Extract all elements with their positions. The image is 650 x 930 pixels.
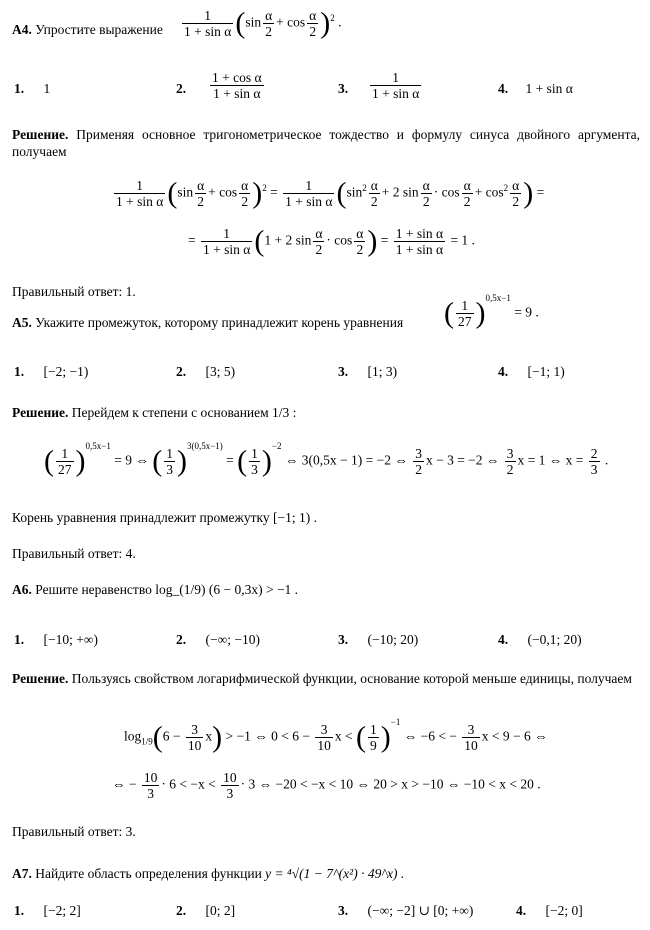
task-a7-expression: y = ⁴√(1 − 7^(x²) · 49^x) . xyxy=(265,866,405,881)
a5-option-4 xyxy=(498,364,565,380)
option-number: 3. xyxy=(338,364,349,379)
task-a5-label: А5. xyxy=(12,315,32,330)
option-number: 4. xyxy=(498,632,509,647)
a5-calc-line-1: ( $\frac{1}{27}$ )$^{0,5x-1}$ = 9 ⇔ ( $\frac{1}{3}$ )$^{3(0,5x-1)}$ = ( $\frac{1}{3}$ )$^{-2}$ ⇔ 3(0,5x − 1) = −2 ⇔ $\frac{3}{2}$ x − 3 = −2 ⇔ $\frac{3}{2}$ x = 1 ⇔ x = $\frac{2}{3}$ . xyxy=(44,441,609,478)
a6-option-1 xyxy=(14,632,98,648)
a7-option-4 xyxy=(516,903,583,919)
option-value: [−2; 0] xyxy=(545,903,583,918)
solution-text: Применяя основное тригонометрическое тождество и формулу синуса двойного аргумента, получаем xyxy=(12,127,641,159)
task-a6-heading xyxy=(12,582,298,598)
option-number: 4. xyxy=(498,364,509,379)
option-number: 1. xyxy=(14,903,25,918)
a6-calc-line-1: $\log_{1/9}(6$ − $\frac{3}{10}$ x) > −1 ⇔ 0 < 6 − $\frac{3}{10}$ x < ( $\frac{1}{9}$ )$^{-1}$ ⇔ −6 < − $\frac{3}{10}$ x < 9 − 6 ⇔ xyxy=(124,717,548,754)
a5-root-text: Корень уравнения принадлежит промежутку [−1; 1) . xyxy=(12,510,317,525)
option-number: 4. xyxy=(516,903,527,918)
option-number: 3. xyxy=(338,81,349,96)
option-value: 1 xyxy=(43,81,51,96)
a7-option-1 xyxy=(14,903,81,919)
option-value: (−10; 20) xyxy=(367,632,419,647)
option-value: (−∞; −2] ∪ [0; +∞) xyxy=(367,903,474,918)
a4-solution xyxy=(12,126,640,160)
a4-calc-line-1: $\frac{1}{\text{1 + sin α}}$ (sin $\frac{\alpha}{2}$ + cos $\frac{\alpha}{2}$ )$^2$ = $\frac{1}{\text{1 + sin α}}$ ($\sin^2$ $\frac{\alpha}{2}$ + 2 sin $\frac{\alpha}{2}$ · cos $\frac{\alpha}{2}$ + $\cos^2$ $\frac{\alpha}{2}$ ) = xyxy=(116,176,545,210)
task-a4-text: Упростите выражение xyxy=(35,22,163,37)
a4-option-2-value: $\frac{\text{1 + cos α}}{\text{1 + sin α}}$ xyxy=(212,70,262,101)
a6-solution xyxy=(12,670,640,687)
solution-text: Перейдем к степени с основанием 1/3 : xyxy=(71,405,297,420)
a6-answer: Правильный ответ: 3. xyxy=(12,824,136,839)
a6-option-3 xyxy=(338,632,418,648)
option-value: (−∞; −10) xyxy=(205,632,260,647)
a6-calc-line-2: ⇔ − $\frac{10}{3}$ · 6 < −x < $\frac{10}{3}$ · 3 ⇔ −20 < −x < 10 ⇔ 20 > x > −10 ⇔ −10 < x < 20 . xyxy=(112,770,541,801)
option-number: 4. xyxy=(498,81,509,96)
a4-option-3 xyxy=(338,81,348,97)
a4-option-1 xyxy=(14,81,50,97)
option-number: 2. xyxy=(176,81,187,96)
option-number: 2. xyxy=(176,632,187,647)
a6-option-2 xyxy=(176,632,260,648)
task-a5-expression: ( $\frac{1}{27}$ )$^{0,5x-1}$ = 9 . xyxy=(444,293,539,330)
task-a6-text: Решите неравенство xyxy=(35,582,152,597)
option-value: 1 + sin α xyxy=(525,81,573,96)
a7-option-3 xyxy=(338,903,473,919)
a4-calc-line-2: = $\frac{1}{\text{1 + sin α}}$ (1 + 2 sin $\frac{\alpha}{2}$ · cos $\frac{\alpha}{2}$ ) = $\frac{\text{1 + sin α}}{\text{1 + sin α}}$ = 1 . xyxy=(188,224,475,258)
a6-option-4 xyxy=(498,632,582,648)
a5-option-3 xyxy=(338,364,397,380)
option-value: [−10; +∞) xyxy=(43,632,98,647)
task-a7-label: А7. xyxy=(12,866,32,881)
option-value: [−1; 1) xyxy=(527,364,565,379)
task-a5-heading xyxy=(12,315,403,331)
a7-option-2 xyxy=(176,903,235,919)
option-value: [0; 2] xyxy=(205,903,236,918)
a5-option-2 xyxy=(176,364,235,380)
option-number: 3. xyxy=(338,903,349,918)
option-number: 1. xyxy=(14,81,25,96)
option-value: [−2; 2] xyxy=(43,903,81,918)
option-value: [−2; −1) xyxy=(43,364,89,379)
option-number: 2. xyxy=(176,903,187,918)
a4-option-4 xyxy=(498,81,573,97)
task-a6-label: А6. xyxy=(12,582,32,597)
option-number: 1. xyxy=(14,632,25,647)
task-a7-text: Найдите область определения функции xyxy=(35,866,262,881)
a4-option-2 xyxy=(176,81,186,97)
option-value: [1; 3) xyxy=(367,364,398,379)
a5-solution xyxy=(12,405,296,421)
a5-answer: Правильный ответ: 4. xyxy=(12,546,136,561)
a5-option-1 xyxy=(14,364,88,380)
solution-text: Пользуясь свойством логарифмической функции, основание которой меньше единицы, получаем xyxy=(71,671,632,686)
task-a5-text: Укажите промежуток, которому принадлежит корень уравнения xyxy=(35,315,404,330)
option-value: (−0,1; 20) xyxy=(527,632,582,647)
solution-label: Решение. xyxy=(12,671,69,686)
solution-label: Решение. xyxy=(12,405,69,420)
solution-label: Решение. xyxy=(12,127,69,142)
option-value: [3; 5) xyxy=(205,364,236,379)
task-a4-label: А4. xyxy=(12,22,32,37)
task-a6-expression: log_(1/9) (6 − 0,3x) > −1 . xyxy=(155,582,299,597)
a4-option-3-value: $\frac{1}{\text{1 + sin α}}$ xyxy=(372,70,420,101)
option-number: 1. xyxy=(14,364,25,379)
option-number: 3. xyxy=(338,632,349,647)
task-a4-expression: $\frac{1}{\text{1 + sin α}}$ (sin $\frac{\alpha}{2}$ + cos $\frac{\alpha}{2}$ )$^2$ . xyxy=(184,6,342,40)
task-a7-heading xyxy=(12,866,404,882)
a4-answer: Правильный ответ: 1. xyxy=(12,284,136,299)
option-number: 2. xyxy=(176,364,187,379)
task-a4-heading xyxy=(12,22,163,38)
